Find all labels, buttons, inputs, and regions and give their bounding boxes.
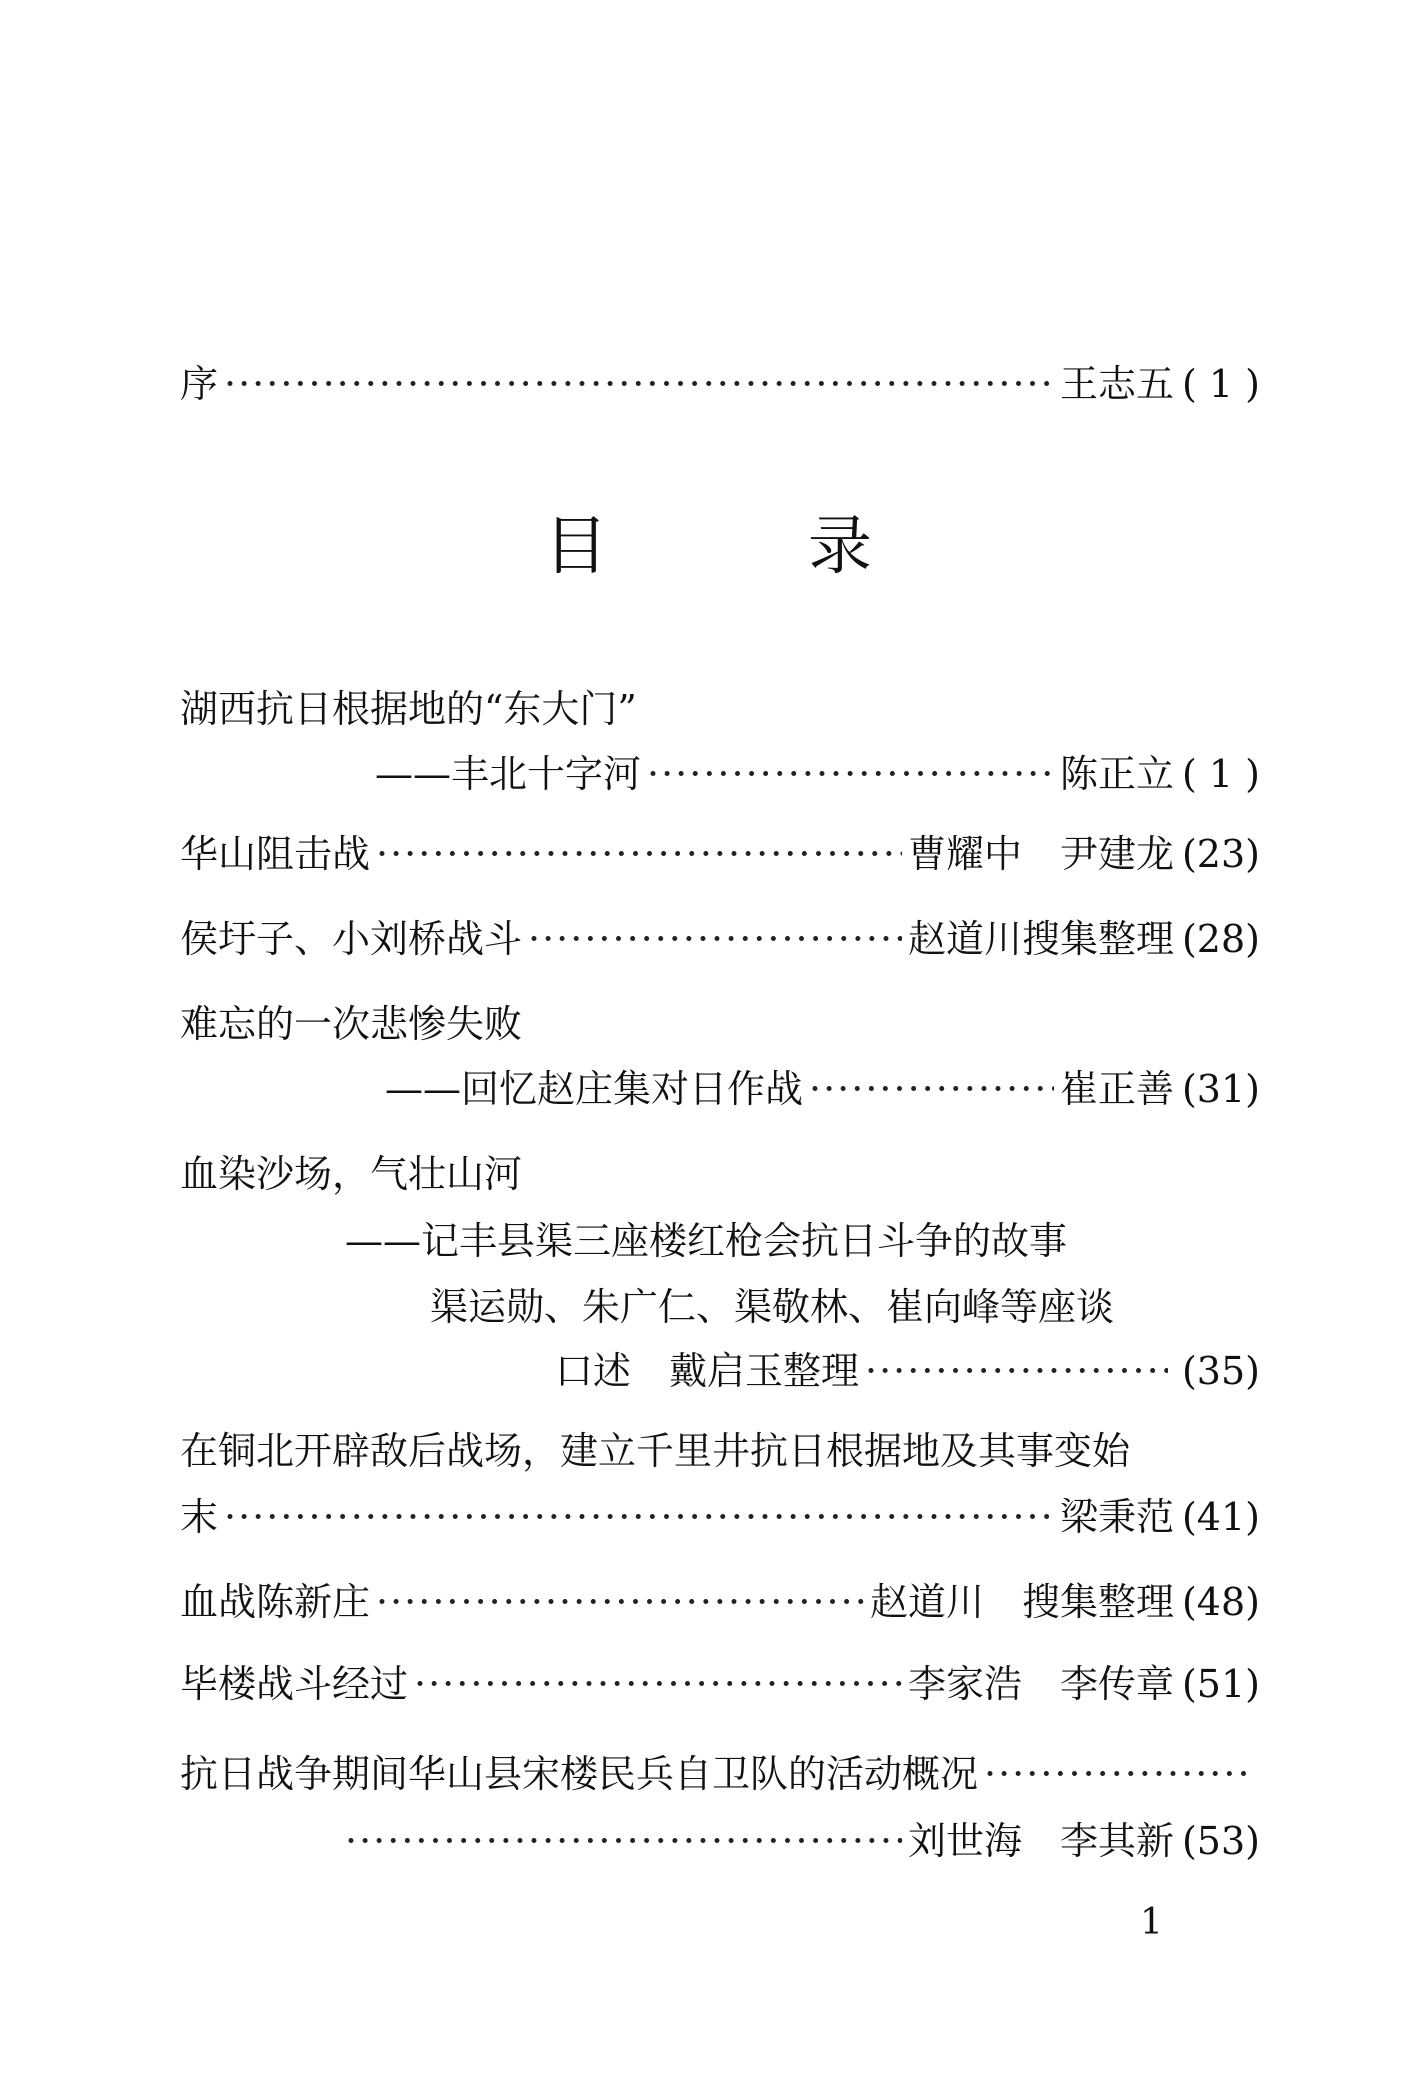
leader-dots: [809, 1070, 1054, 1108]
toc-entry-title: 在铜北开辟敌后战场，建立千里井抗日根据地及其事变始: [180, 1429, 1131, 1473]
entry-title: 侯圩子、小刘桥战斗: [180, 917, 523, 961]
entry-page: (23): [1181, 832, 1260, 876]
entry-author: 陈正立: [1059, 752, 1174, 796]
entry-participants: 渠运勋、朱广仁、渠敬林、崔向峰等座谈: [430, 1285, 1115, 1329]
entry-page: (48): [1181, 1580, 1260, 1624]
entry-page: ( 1 ): [1182, 752, 1260, 796]
leader-dots: [414, 1665, 902, 1703]
leader-dots: [376, 835, 902, 873]
toc-entry: [375, 752, 1260, 796]
entry-title: 华山阻击战: [180, 832, 371, 876]
entry-author: 李家浩 李传章: [907, 1662, 1174, 1706]
toc-entry-preface: [180, 362, 1260, 406]
entry-subtitle: ——记丰县渠三座楼红枪会抗日斗争的故事: [345, 1219, 1068, 1263]
leader-dots: [984, 1755, 1254, 1793]
entry-title: 序: [180, 362, 219, 406]
toc-entry: [180, 832, 1260, 876]
entry-title: 抗日战争期间华山县宋楼民兵自卫队的活动概况: [180, 1752, 979, 1796]
entry-page: (28): [1181, 917, 1260, 961]
entry-author: 赵道川 搜集整理: [869, 1580, 1174, 1624]
entry-author: 王志五: [1059, 362, 1174, 406]
entry-page: (53): [1181, 1819, 1260, 1863]
toc-entry: [180, 1662, 1260, 1706]
leader-dots: [345, 1822, 902, 1860]
toc-entry: [180, 1752, 1260, 1796]
entry-author: 刘世海 李其新: [907, 1819, 1174, 1863]
toc-entry: [555, 1349, 1260, 1393]
entry-page: ( 1 ): [1182, 362, 1260, 406]
leader-dots: [224, 365, 1054, 403]
entry-author: 崔正善: [1059, 1067, 1174, 1111]
toc-entry-title: 血染沙场，气壮山河: [180, 1152, 523, 1196]
toc-entry: [180, 1580, 1260, 1624]
leader-dots: [528, 920, 902, 958]
entry-page: (35): [1181, 1349, 1260, 1393]
toc-entry-title: 湖西抗日根据地的“东大门”: [180, 687, 637, 731]
entry-subtitle: ——丰北十字河: [375, 752, 642, 796]
leader-dots: [647, 755, 1054, 793]
entry-page: (51): [1181, 1662, 1260, 1706]
page-title: 目录: [544, 510, 1072, 584]
leader-dots: [224, 1498, 1054, 1536]
leader-dots: [865, 1352, 1168, 1390]
entry-title: 血战陈新庄: [180, 1580, 371, 1624]
entry-page: (41): [1181, 1495, 1260, 1539]
entry-title: 毕楼战斗经过: [180, 1662, 409, 1706]
leader-dots: [376, 1583, 864, 1621]
entry-page: (31): [1181, 1067, 1260, 1111]
toc-entry: [180, 1495, 1260, 1539]
entry-author: 曹耀中 尹建龙: [907, 832, 1174, 876]
toc-entry: [180, 917, 1260, 961]
toc-entry: [385, 1067, 1260, 1111]
toc-entry: [345, 1819, 1260, 1863]
entry-title-end: 末: [180, 1495, 219, 1539]
entry-author: 赵道川搜集整理: [907, 917, 1174, 961]
entry-author: 口述 戴启玉整理: [555, 1349, 860, 1393]
entry-author: 梁秉范: [1059, 1495, 1174, 1539]
page-number: 1: [1140, 1902, 1163, 1943]
entry-subtitle: ——回忆赵庄集对日作战: [385, 1067, 804, 1111]
toc-entry-title: 难忘的一次悲惨失败: [180, 1002, 523, 1046]
